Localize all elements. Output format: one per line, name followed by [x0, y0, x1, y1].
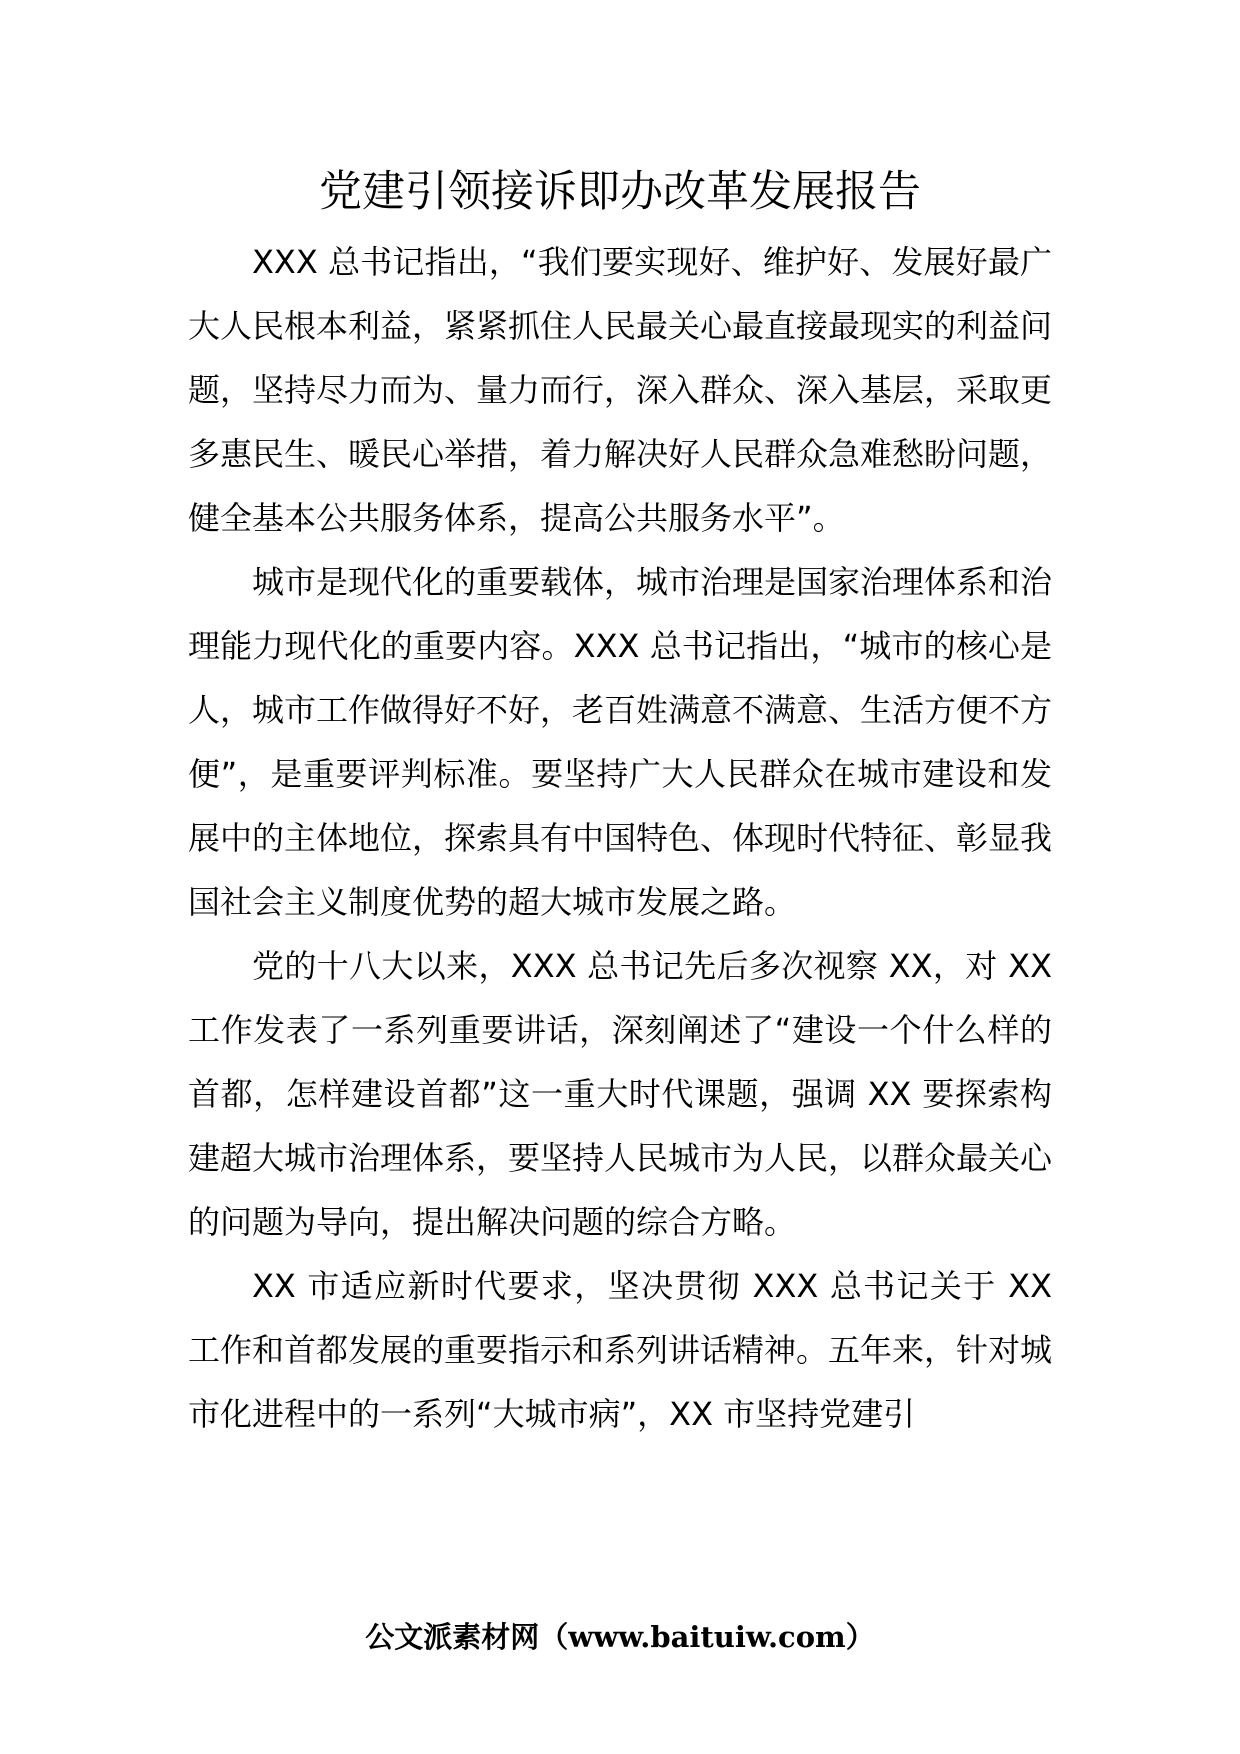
paragraph-4: XX 市适应新时代要求，坚决贯彻 XXX 总书记关于 XX 工作和首都发展的重要指示和系列讲话精神。五年来，针对城市化进程中的一系列“大城市病”，XX 市坚持党建引	[188, 1267, 1053, 1433]
footer-watermark: 公文派素材网（www.baituiw.com）	[365, 1620, 875, 1654]
paragraph-2: 城市是现代化的重要载体，城市治理是国家治理体系和治理能力现代化的重要内容。XXX 总书记指出，“城市的核心是人，城市工作做得好不好，老百姓满意不满意、生活方便不方便”，是重要评判标准。要坚持广大人民群众在城市建设和发展中的主体地位，探索具有中国特色、体现时代特征、彰显我国社会主义制度优势的超大城市发展之路。	[188, 563, 1053, 921]
paragraph-3: 党的十八大以来，XXX 总书记先后多次视察 XX，对 XX 工作发表了一系列重要讲话，深刻阐述了“建设一个什么样的首都，怎样建设首都”这一重大时代课题，强调 XX 要探索构建超大城市治理体系，要坚持人民城市为人民，以群众最关心的问题为导向，提出解决问题的综合方略。	[188, 947, 1053, 1241]
paragraph-1: XXX 总书记指出，“我们要实现好、维护好、发展好最广大人民根本利益，紧紧抓住人民最关心最直接最现实的利益问题，坚持尽力而为、量力而行，深入群众、深入基层，采取更多惠民生、暖民心举措，着力解决好人民群众急难愁盼问题，健全基本公共服务体系，提高公共服务水平”。	[188, 243, 1053, 537]
document-body	[188, 230, 1052, 1446]
document-title: 党建引领接诉即办改革发展报告	[319, 167, 921, 217]
